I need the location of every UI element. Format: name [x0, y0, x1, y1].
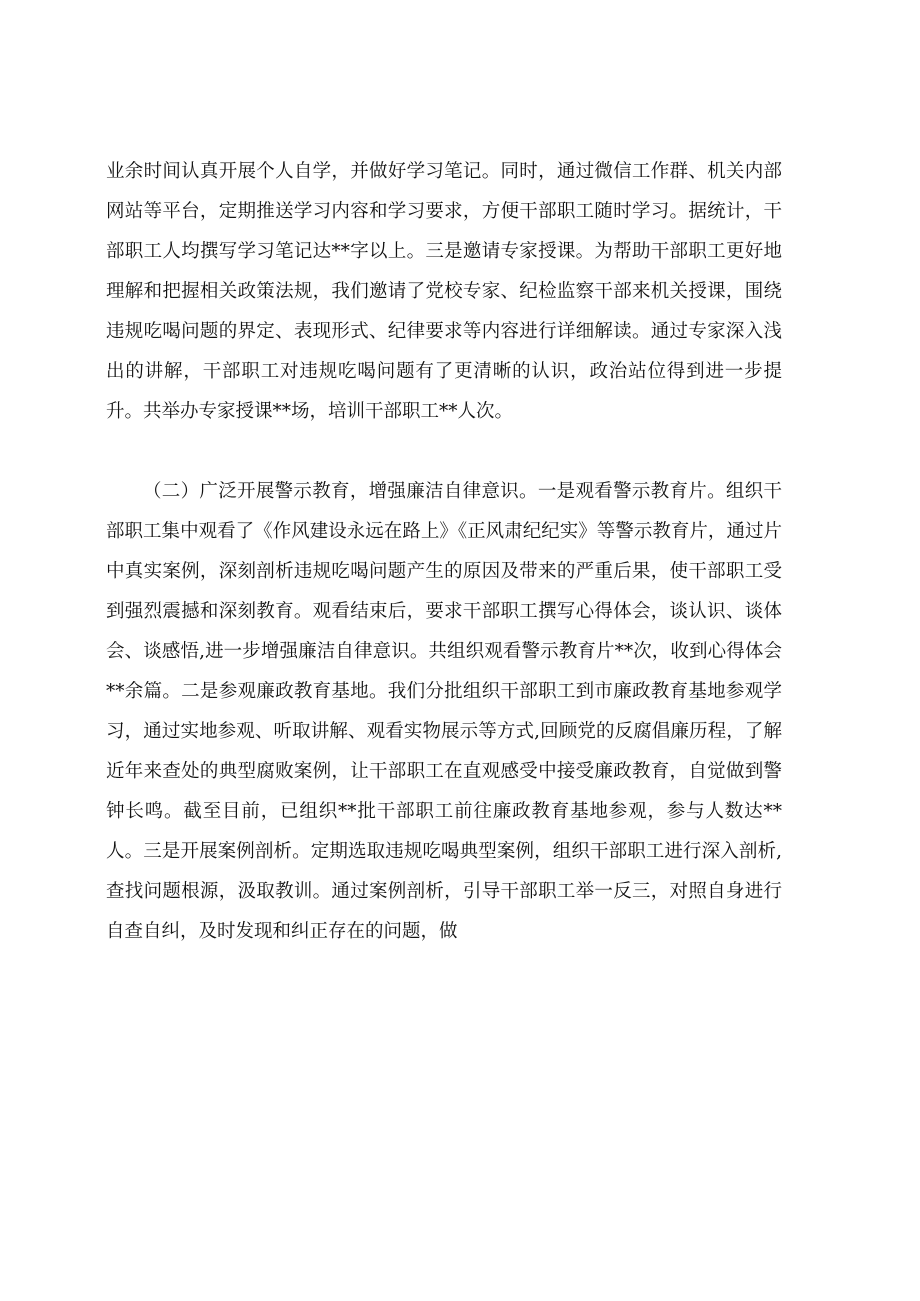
paragraph-section-two: （二）广泛开展警示教育，增强廉洁自律意识。一是观看警示教育片。组织干部职工集中观看了《作风建设永远在路上》《正风肃纪纪实》等警示教育片，通过片中真实案例，深刻剖析违规吃喝问题产生的原因及带来的严重后果，使干部职工受到强烈震撼和深刻教育。观看结束后，要求干部职工撰写心得体会，谈认识、谈体会、谈感悟,进一步增强廉洁自律意识。共组织观看警示教育片**次，收到心得体会**余篇。二是参观廉政教育基地。我们分批组织干部职工到市廉政教育基地参观学习，通过实地参观、听取讲解、观看实物展示等方式,回顾党的反腐倡廉历程，了解近年来查处的典型腐败案例，让干部职工在直观感受中接受廉政教育，自觉做到警钟长鸣。截至目前，已组织**批干部职工前往廉政教育基地参观，参与人数达**人。三是开展案例剖析。定期选取违规吃喝典型案例，组织干部职工进行深入剖析,查找问题根源，汲取教训。通过案例剖析，引导干部职工举一反三，对照自身进行自查自纠，及时发现和纠正存在的问题，做 — [106, 481, 782, 942]
paragraph-continuation: 业余时间认真开展个人自学，并做好学习笔记。同时，通过微信工作群、机关内部网站等平台，定期推送学习内容和学习要求，方便干部职工随时学习。据统计，干部职工人均撰写学习笔记达**字以上。三是邀请专家授课。为帮助干部职工更好地理解和把握相关政策法规，我们邀请了党校专家、纪检监察干部来机关授课，围绕违规吃喝问题的界定、表现形式、纪律要求等内容进行详细解读。通过专家深入浅出的讲解，干部职工对违规吃喝问题有了更清晰的认识，政治站位得到进一步提升。共举办专家授课**场，培训干部职工**人次。 — [106, 161, 782, 422]
document-body — [106, 152, 782, 952]
